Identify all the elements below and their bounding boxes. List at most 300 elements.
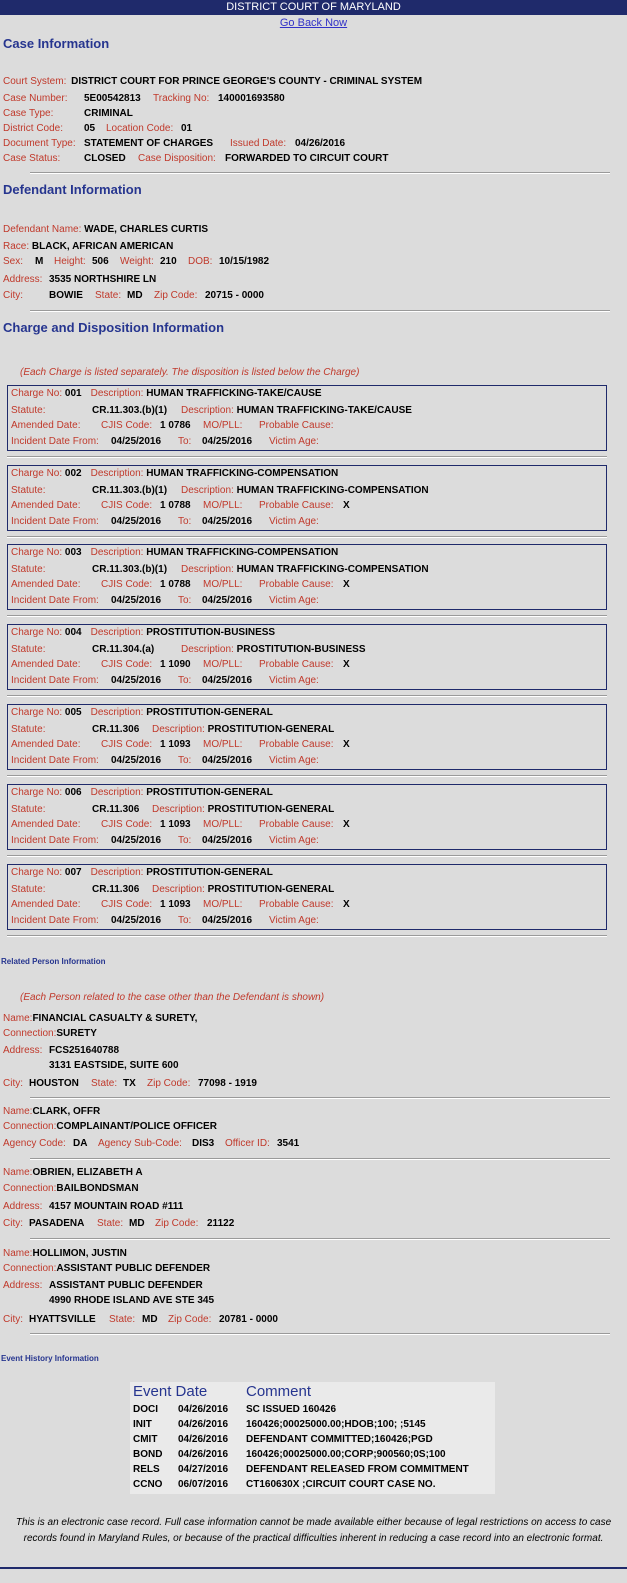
- charge-number-row: [11, 388, 322, 399]
- charge-divider: [7, 775, 607, 777]
- mo-pll-label: MO/PLL:: [203, 420, 243, 431]
- court-system-value: DISTRICT COURT FOR PRINCE GEORGE'S COUNTY - CRIMINAL SYSTEM: [71, 76, 423, 87]
- state-value: MD: [142, 1314, 158, 1325]
- connection-label: Connection:: [3, 1121, 57, 1132]
- incident-to-value: 04/25/2016: [202, 436, 253, 447]
- charge-divider: [7, 615, 607, 617]
- mo-pll-label: MO/PLL:: [203, 659, 243, 670]
- incident-to-label: To:: [178, 675, 192, 686]
- incident-from-label: Incident Date From:: [11, 915, 99, 926]
- zip-value: 20715 - 0000: [205, 290, 264, 301]
- event-comment: 160426;00025000.00;CORP;900560;0S;100: [246, 1449, 446, 1460]
- case-status-value: CLOSED: [84, 153, 126, 164]
- name-label: Name:: [3, 1248, 33, 1259]
- issued-date-value: 04/26/2016: [295, 138, 346, 149]
- related-person-4-city-row: [3, 1314, 278, 1325]
- description-label: Description:: [181, 644, 234, 655]
- city-label: City:: [3, 1218, 23, 1229]
- charge-number-row: [11, 707, 273, 718]
- statute-description: HUMAN TRAFFICKING-COMPENSATION: [236, 564, 429, 575]
- amended-date-label: Amended Date:: [11, 420, 81, 431]
- incident-from-value: 04/25/2016: [111, 436, 162, 447]
- charge-box: [7, 624, 607, 690]
- incident-to-value: 04/25/2016: [202, 516, 253, 527]
- related-person-2-agency-row: [3, 1138, 300, 1149]
- state-label: State:: [91, 1078, 118, 1089]
- person-name: FINANCIAL CASUALTY & SURETY,: [32, 1013, 198, 1024]
- victim-age-label: Victim Age:: [269, 835, 319, 846]
- cjis-label: CJIS Code:: [101, 420, 153, 431]
- incident-row: [11, 516, 319, 527]
- incident-to-value: 04/25/2016: [202, 755, 253, 766]
- probable-cause-value: X: [343, 500, 350, 511]
- event-code: DOCI: [133, 1404, 158, 1415]
- description-label: Description:: [90, 867, 144, 878]
- description-label: Description:: [181, 405, 234, 416]
- victim-age-label: Victim Age:: [269, 436, 319, 447]
- victim-age-label: Victim Age:: [269, 755, 319, 766]
- event-date: 04/26/2016: [178, 1434, 229, 1445]
- zip-label: Zip Code:: [154, 290, 198, 301]
- victim-age-label: Victim Age:: [269, 595, 319, 606]
- address-label: Address:: [3, 1201, 43, 1212]
- incident-from-value: 04/25/2016: [111, 595, 162, 606]
- doc-type-value: STATEMENT OF CHARGES: [84, 138, 214, 149]
- event-comment: DEFENDANT RELEASED FROM COMMITMENT: [246, 1464, 469, 1475]
- charge-description: PROSTITUTION-GENERAL: [146, 707, 273, 718]
- case-type-row: [3, 108, 133, 119]
- statute-value: CR.11.303.(b)(1): [92, 485, 168, 496]
- incident-to-label: To:: [178, 436, 192, 447]
- state-value: TX: [123, 1078, 136, 1089]
- divider: [30, 1097, 610, 1099]
- case-number-label: Case Number:: [3, 93, 68, 104]
- defendant-address-row: [3, 274, 157, 285]
- mo-pll-label: MO/PLL:: [203, 739, 243, 750]
- address-line-1: FCS251640788: [49, 1045, 120, 1056]
- event-code: BOND: [133, 1449, 163, 1460]
- incident-row: [11, 436, 319, 447]
- statute-description: PROSTITUTION-GENERAL: [207, 884, 335, 895]
- incident-from-label: Incident Date From:: [11, 595, 99, 606]
- probable-cause-value: X: [343, 659, 350, 670]
- probable-cause-value: X: [343, 819, 350, 830]
- divider: [30, 1238, 610, 1240]
- tracking-label: Tracking No:: [153, 93, 210, 104]
- event-code: INIT: [133, 1419, 152, 1430]
- description-label: Description:: [90, 547, 144, 558]
- event-date: 04/26/2016: [178, 1419, 229, 1430]
- cjis-label: CJIS Code:: [101, 739, 153, 750]
- city-value: PASADENA: [29, 1218, 85, 1229]
- event-history-table: [130, 1382, 495, 1494]
- probable-cause-label: Probable Cause:: [259, 819, 334, 830]
- charge-divider: [7, 935, 607, 937]
- district-code-value: 05: [84, 123, 96, 134]
- cjis-value: 1 1093: [160, 899, 191, 910]
- person-name: HOLLIMON, JUSTIN: [32, 1248, 127, 1259]
- city-label: City:: [3, 290, 23, 301]
- related-person-3-address-row: [3, 1201, 184, 1212]
- page-header: [0, 0, 627, 15]
- incident-from-value: 04/25/2016: [111, 835, 162, 846]
- amended-row: [11, 819, 350, 830]
- amended-row: [11, 659, 350, 670]
- defendant-info-title: Defendant Information: [3, 182, 142, 197]
- go-back-link[interactable]: Go Back Now: [279, 17, 348, 29]
- charge-divider: [7, 456, 607, 458]
- charge-description: HUMAN TRAFFICKING-COMPENSATION: [146, 547, 339, 558]
- description-label: Description:: [90, 388, 144, 399]
- event-comment: CT160630X ;CIRCUIT COURT CASE NO.: [246, 1479, 436, 1490]
- district-row: [3, 123, 193, 134]
- statute-value: CR.11.306: [92, 724, 140, 735]
- statute-label: Statute:: [11, 804, 46, 815]
- related-person-3-connection-row: [3, 1183, 139, 1194]
- doc-type-row: [3, 138, 346, 149]
- amended-date-label: Amended Date:: [11, 659, 81, 670]
- city-label: City:: [3, 1078, 23, 1089]
- charge-number-row: [11, 547, 338, 558]
- state-label: State:: [97, 1218, 124, 1229]
- victim-age-label: Victim Age:: [269, 516, 319, 527]
- victim-age-label: Victim Age:: [269, 915, 319, 926]
- state-value: MD: [127, 290, 143, 301]
- person-name: OBRIEN, ELIZABETH A: [32, 1167, 143, 1178]
- zip-value: 77098 - 1919: [198, 1078, 257, 1089]
- event-date-header: Event Date: [133, 1383, 208, 1400]
- mo-pll-label: MO/PLL:: [203, 579, 243, 590]
- statute-row: [11, 564, 429, 575]
- victim-age-label: Victim Age:: [269, 675, 319, 686]
- charge-box: [7, 784, 607, 850]
- statute-row: [11, 884, 335, 895]
- statute-value: CR.11.303.(b)(1): [92, 405, 168, 416]
- incident-from-label: Incident Date From:: [11, 755, 99, 766]
- statute-description: PROSTITUTION-GENERAL: [207, 804, 335, 815]
- related-person-1-address-row: [3, 1045, 120, 1056]
- statute-value: CR.11.304.(a): [92, 644, 155, 655]
- statute-row: [11, 724, 335, 735]
- statute-label: Statute:: [11, 564, 46, 575]
- incident-to-value: 04/25/2016: [202, 835, 253, 846]
- probable-cause-value: X: [343, 579, 350, 590]
- incident-row: [11, 835, 319, 846]
- connection-label: Connection:: [3, 1263, 57, 1274]
- event-code: RELS: [133, 1464, 160, 1475]
- sex-value: M: [35, 256, 44, 267]
- statute-description: HUMAN TRAFFICKING-TAKE/CAUSE: [236, 405, 412, 416]
- probable-cause-value: X: [343, 899, 350, 910]
- physical-row: [3, 256, 270, 267]
- event-code: CMIT: [133, 1434, 158, 1445]
- charge-no-value: 005: [64, 707, 82, 718]
- related-person-2-name-row: [3, 1106, 100, 1117]
- event-code: CCNO: [133, 1479, 163, 1490]
- status-row: [3, 153, 389, 164]
- cjis-label: CJIS Code:: [101, 500, 153, 511]
- case-type-label: Case Type:: [3, 108, 54, 119]
- weight-label: Weight:: [120, 256, 154, 267]
- address-label: Address:: [3, 274, 43, 285]
- sex-label: Sex:: [3, 256, 24, 267]
- description-label: Description:: [181, 564, 234, 575]
- statute-description: HUMAN TRAFFICKING-COMPENSATION: [236, 485, 429, 496]
- amended-row: [11, 739, 350, 750]
- related-title: Related Person Information: [1, 957, 106, 966]
- zip-value: 21122: [207, 1218, 235, 1229]
- case-info-title: Case Information: [3, 36, 110, 51]
- incident-from-value: 04/25/2016: [111, 915, 162, 926]
- mo-pll-label: MO/PLL:: [203, 819, 243, 830]
- address-value: 3535 NORTHSHIRE LN: [49, 274, 157, 285]
- statute-description: PROSTITUTION-GENERAL: [207, 724, 335, 735]
- statute-row: [11, 644, 366, 655]
- defendant-name-label: Defendant Name:: [3, 224, 82, 235]
- amended-row: [11, 420, 334, 431]
- related-person-4-connection-row: [3, 1263, 210, 1274]
- incident-to-value: 04/25/2016: [202, 595, 253, 606]
- amended-date-label: Amended Date:: [11, 579, 81, 590]
- statute-label: Statute:: [11, 485, 46, 496]
- incident-to-label: To:: [178, 915, 192, 926]
- incident-row: [11, 915, 319, 926]
- description-label: Description:: [152, 724, 205, 735]
- probable-cause-label: Probable Cause:: [259, 899, 334, 910]
- incident-row: [11, 675, 319, 686]
- name-label: Name:: [3, 1167, 33, 1178]
- address-line-2: 4990 RHODE ISLAND AVE STE 345: [49, 1295, 215, 1306]
- weight-value: 210: [160, 256, 177, 267]
- charge-no-label: Charge No:: [11, 787, 63, 798]
- charge-number-row: [11, 787, 273, 798]
- charge-no-value: 004: [64, 627, 82, 638]
- person-connection: SURETY: [56, 1028, 97, 1039]
- court-system-label: Court System:: [3, 76, 67, 87]
- divider: [30, 1158, 610, 1160]
- charge-no-label: Charge No:: [11, 707, 63, 718]
- incident-from-label: Incident Date From:: [11, 675, 99, 686]
- statute-value: CR.11.303.(b)(1): [92, 564, 168, 575]
- state-label: State:: [95, 290, 122, 301]
- incident-from-value: 04/25/2016: [111, 755, 162, 766]
- cjis-value: 1 0788: [160, 579, 191, 590]
- doc-type-label: Document Type:: [3, 138, 76, 149]
- charge-box: [7, 704, 607, 770]
- charge-no-value: 006: [64, 787, 82, 798]
- related-person-4-name-row: [3, 1248, 127, 1259]
- tracking-value: 140001693580: [218, 93, 285, 104]
- case-number-row: [3, 93, 285, 104]
- cjis-label: CJIS Code:: [101, 579, 153, 590]
- charge-number-row: [11, 867, 273, 878]
- statute-label: Statute:: [11, 884, 46, 895]
- race-row: [3, 241, 173, 252]
- case-number-value: 5E00542813: [84, 93, 141, 104]
- site-title: DISTRICT COURT OF MARYLAND: [226, 1, 401, 13]
- statute-row: [11, 485, 429, 496]
- related-person-4-address-row: [3, 1280, 203, 1291]
- cjis-value: 1 0788: [160, 500, 191, 511]
- description-label: Description:: [152, 804, 205, 815]
- charge-no-label: Charge No:: [11, 468, 63, 479]
- zip-label: Zip Code:: [147, 1078, 191, 1089]
- height-value: 506: [92, 256, 109, 267]
- zip-label: Zip Code:: [155, 1218, 199, 1229]
- defendant-city-row: [3, 290, 264, 301]
- connection-label: Connection:: [3, 1028, 57, 1039]
- charge-number-row: [11, 468, 338, 479]
- amended-row: [11, 579, 350, 590]
- statute-value: CR.11.306: [92, 804, 140, 815]
- event-date: 06/07/2016: [178, 1479, 229, 1490]
- address-line-2: 3131 EASTSIDE, SUITE 600: [49, 1060, 179, 1071]
- incident-from-label: Incident Date From:: [11, 835, 99, 846]
- probable-cause-label: Probable Cause:: [259, 420, 334, 431]
- defendant-name-value: WADE, CHARLES CURTIS: [84, 224, 209, 235]
- district-code-label: District Code:: [3, 123, 64, 134]
- charge-box: [7, 864, 607, 930]
- incident-to-value: 04/25/2016: [202, 675, 253, 686]
- state-label: State:: [109, 1314, 136, 1325]
- bottom-bar: [0, 1567, 627, 1569]
- cjis-label: CJIS Code:: [101, 899, 153, 910]
- related-person-2-connection-row: [3, 1121, 217, 1132]
- charge-description: HUMAN TRAFFICKING-TAKE/CAUSE: [146, 388, 322, 399]
- description-label: Description:: [90, 627, 144, 638]
- race-value: BLACK, AFRICAN AMERICAN: [31, 241, 174, 252]
- case-type-value: CRIMINAL: [84, 108, 133, 119]
- incident-to-label: To:: [178, 835, 192, 846]
- person-connection: ASSISTANT PUBLIC DEFENDER: [56, 1263, 211, 1274]
- address-line-1: 4157 MOUNTAIN ROAD #111: [49, 1201, 184, 1212]
- charge-divider: [7, 536, 607, 538]
- charge-no-label: Charge No:: [11, 867, 63, 878]
- event-date: 04/26/2016: [178, 1449, 229, 1460]
- charge-description: PROSTITUTION-GENERAL: [146, 867, 273, 878]
- zip-value: 20781 - 0000: [219, 1314, 278, 1325]
- related-person-1-name-row: [3, 1013, 197, 1024]
- probable-cause-label: Probable Cause:: [259, 739, 334, 750]
- officer-id-label: Officer ID:: [225, 1138, 270, 1149]
- charge-number-row: [11, 627, 275, 638]
- incident-row: [11, 755, 319, 766]
- person-name: CLARK, OFFR: [32, 1106, 101, 1117]
- statute-row: [11, 405, 412, 416]
- statute-label: Statute:: [11, 724, 46, 735]
- statute-value: CR.11.306: [92, 884, 140, 895]
- probable-cause-value: X: [343, 739, 350, 750]
- charge-no-value: 007: [64, 867, 82, 878]
- incident-to-label: To:: [178, 595, 192, 606]
- disposition-label: Case Disposition:: [138, 153, 216, 164]
- related-note: (Each Person related to the case other than the Defendant is shown): [20, 992, 325, 1003]
- incident-to-label: To:: [178, 755, 192, 766]
- dob-value: 10/15/1982: [219, 256, 270, 267]
- charges-title: Charge and Disposition Information: [3, 320, 225, 335]
- charge-box: [7, 465, 607, 531]
- cjis-value: 1 1093: [160, 819, 191, 830]
- location-code-label: Location Code:: [106, 123, 174, 134]
- charge-no-label: Charge No:: [11, 547, 63, 558]
- statute-row: [11, 804, 335, 815]
- statute-label: Statute:: [11, 644, 46, 655]
- incident-from-value: 04/25/2016: [111, 675, 162, 686]
- charge-divider: [7, 855, 607, 857]
- go-back-row: [0, 15, 627, 31]
- charge-no-value: 003: [64, 547, 82, 558]
- charge-no-value: 001: [64, 388, 82, 399]
- charge-divider: [7, 695, 607, 697]
- issued-date-label: Issued Date:: [230, 138, 287, 149]
- cjis-label: CJIS Code:: [101, 819, 153, 830]
- dob-label: DOB:: [188, 256, 213, 267]
- officer-id-value: 3541: [277, 1138, 300, 1149]
- amended-date-label: Amended Date:: [11, 819, 81, 830]
- charge-no-label: Charge No:: [11, 388, 63, 399]
- event-comment: 160426;00025000.00;HDOB;100; ;5145: [246, 1419, 426, 1430]
- charge-description: HUMAN TRAFFICKING-COMPENSATION: [146, 468, 339, 479]
- zip-label: Zip Code:: [168, 1314, 212, 1325]
- agency-sub-code-value: DIS3: [192, 1138, 215, 1149]
- description-label: Description:: [90, 707, 144, 718]
- agency-code-value: DA: [73, 1138, 88, 1149]
- amended-row: [11, 500, 350, 511]
- description-label: Description:: [90, 468, 144, 479]
- charge-box: [7, 544, 607, 610]
- charges-note: (Each Charge is listed separately. The disposition is listed below the Charge): [20, 367, 360, 378]
- charge-no-value: 002: [64, 468, 82, 479]
- divider: [30, 310, 610, 312]
- description-label: Description:: [90, 787, 144, 798]
- incident-from-label: Incident Date From:: [11, 516, 99, 527]
- event-date: 04/27/2016: [178, 1464, 229, 1475]
- amended-date-label: Amended Date:: [11, 739, 81, 750]
- amended-row: [11, 899, 350, 910]
- statute-label: Statute:: [11, 405, 46, 416]
- probable-cause-label: Probable Cause:: [259, 659, 334, 670]
- probable-cause-label: Probable Cause:: [259, 500, 334, 511]
- related-person-3-city-row: [3, 1218, 235, 1229]
- address-line-1: ASSISTANT PUBLIC DEFENDER: [49, 1280, 203, 1291]
- city-value: BOWIE: [49, 290, 83, 301]
- height-label: Height:: [54, 256, 86, 267]
- cjis-value: 1 1090: [160, 659, 191, 670]
- description-label: Description:: [181, 485, 234, 496]
- mo-pll-label: MO/PLL:: [203, 500, 243, 511]
- incident-row: [11, 595, 319, 606]
- location-code-value: 01: [181, 123, 193, 134]
- state-value: MD: [129, 1218, 145, 1229]
- connection-label: Connection:: [3, 1183, 57, 1194]
- probable-cause-label: Probable Cause:: [259, 579, 334, 590]
- cjis-value: 1 1093: [160, 739, 191, 750]
- charge-box: [7, 385, 607, 451]
- race-label: Race:: [3, 241, 30, 252]
- incident-from-value: 04/25/2016: [111, 516, 162, 527]
- agency-sub-code-label: Agency Sub-Code:: [98, 1138, 182, 1149]
- name-label: Name:: [3, 1013, 33, 1024]
- divider: [30, 1333, 610, 1335]
- court-system-row: [3, 76, 422, 87]
- cjis-label: CJIS Code:: [101, 659, 153, 670]
- event-comment: SC ISSUED 160426: [246, 1404, 337, 1415]
- amended-date-label: Amended Date:: [11, 500, 81, 511]
- incident-from-label: Incident Date From:: [11, 436, 99, 447]
- event-history-title: Event History Information: [1, 1354, 99, 1363]
- comment-header: Comment: [246, 1383, 312, 1400]
- charge-description: PROSTITUTION-BUSINESS: [146, 627, 276, 638]
